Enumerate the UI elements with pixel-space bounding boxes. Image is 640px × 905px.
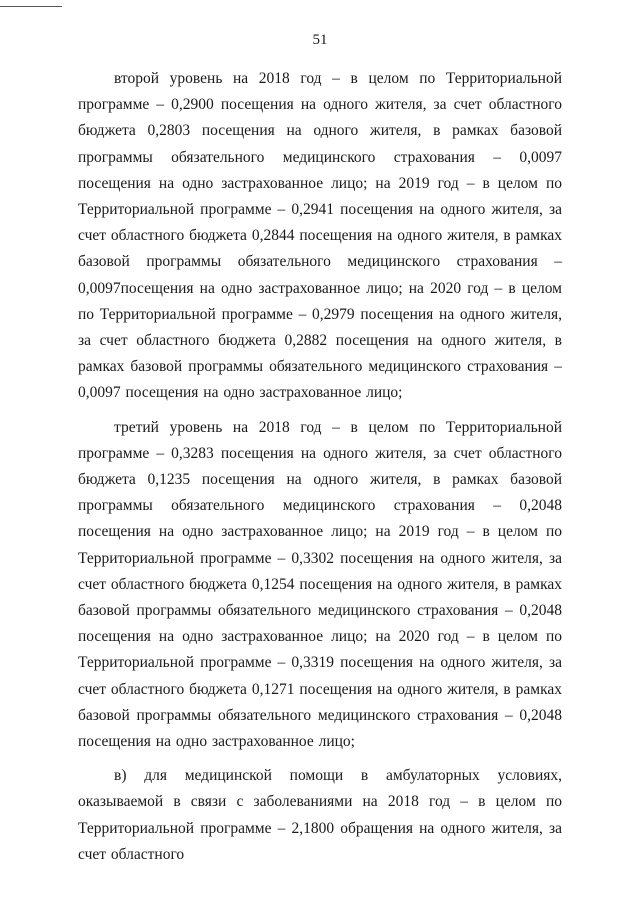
scan-corner-mark xyxy=(0,6,62,7)
page-number: 51 xyxy=(312,32,328,48)
document-body xyxy=(78,66,562,868)
paragraph-third-level: третий уровень на 2018 год – в целом по Территориальной программе – 0,3283 посещения на одного жителя, за счет областного бюджета 0,1235 посещения на одного жителя, в рамках базовой программы обязательного медицинского страхования – 0,2048 посещения на одно застрахованное лицо; на 2019 год – в целом по Территориальной программе – 0,3302 посещения на одного жителя, за счет областного бюджета 0,1254 посещения на одного жителя, в рамках базовой программы обязательного медицинского страхования – 0,2048 посещения на одно застрахованное лицо; на 2020 год – в целом по Территориальной программе – 0,3319 посещения на одного жителя, за счет областного бюджета 0,1271 посещения на одного жителя, в рамках базовой программы обязательного медицинского страхования – 0,2048 посещения на одно застрахованное лицо; xyxy=(78,418,562,751)
paragraph-outpatient-care: в) для медицинской помощи в амбулаторных условиях, оказываемой в связи с заболеваниями на 2018 год – в целом по Территориальной программе – 2,1800 обращения на одного жителя, за счет областного xyxy=(78,767,562,863)
paragraph-second-level: второй уровень на 2018 год – в целом по Территориальной программе – 0,2900 посещения на одного жителя, за счет областного бюджета 0,2803 посещения на одного жителя, в рамках базовой программы обязательного медицинского страхования – 0,0097 посещения на одно застрахованное лицо; на 2019 год – в целом по Территориальной программе – 0,2941 посещения на одного жителя, за счет областного бюджета 0,2844 посещения на одного жителя, в рамках базовой программы обязательного медицинского страхования – 0,0097посещения на одно застрахованное лицо; на 2020 год – в целом по Территориальной программе – 0,2979 посещения на одного жителя, за счет областного бюджета 0,2882 посещения на одного жителя, в рамках базовой программы обязательного медицинского страхования – 0,0097 посещения на одно застрахованное лицо; xyxy=(78,70,562,402)
